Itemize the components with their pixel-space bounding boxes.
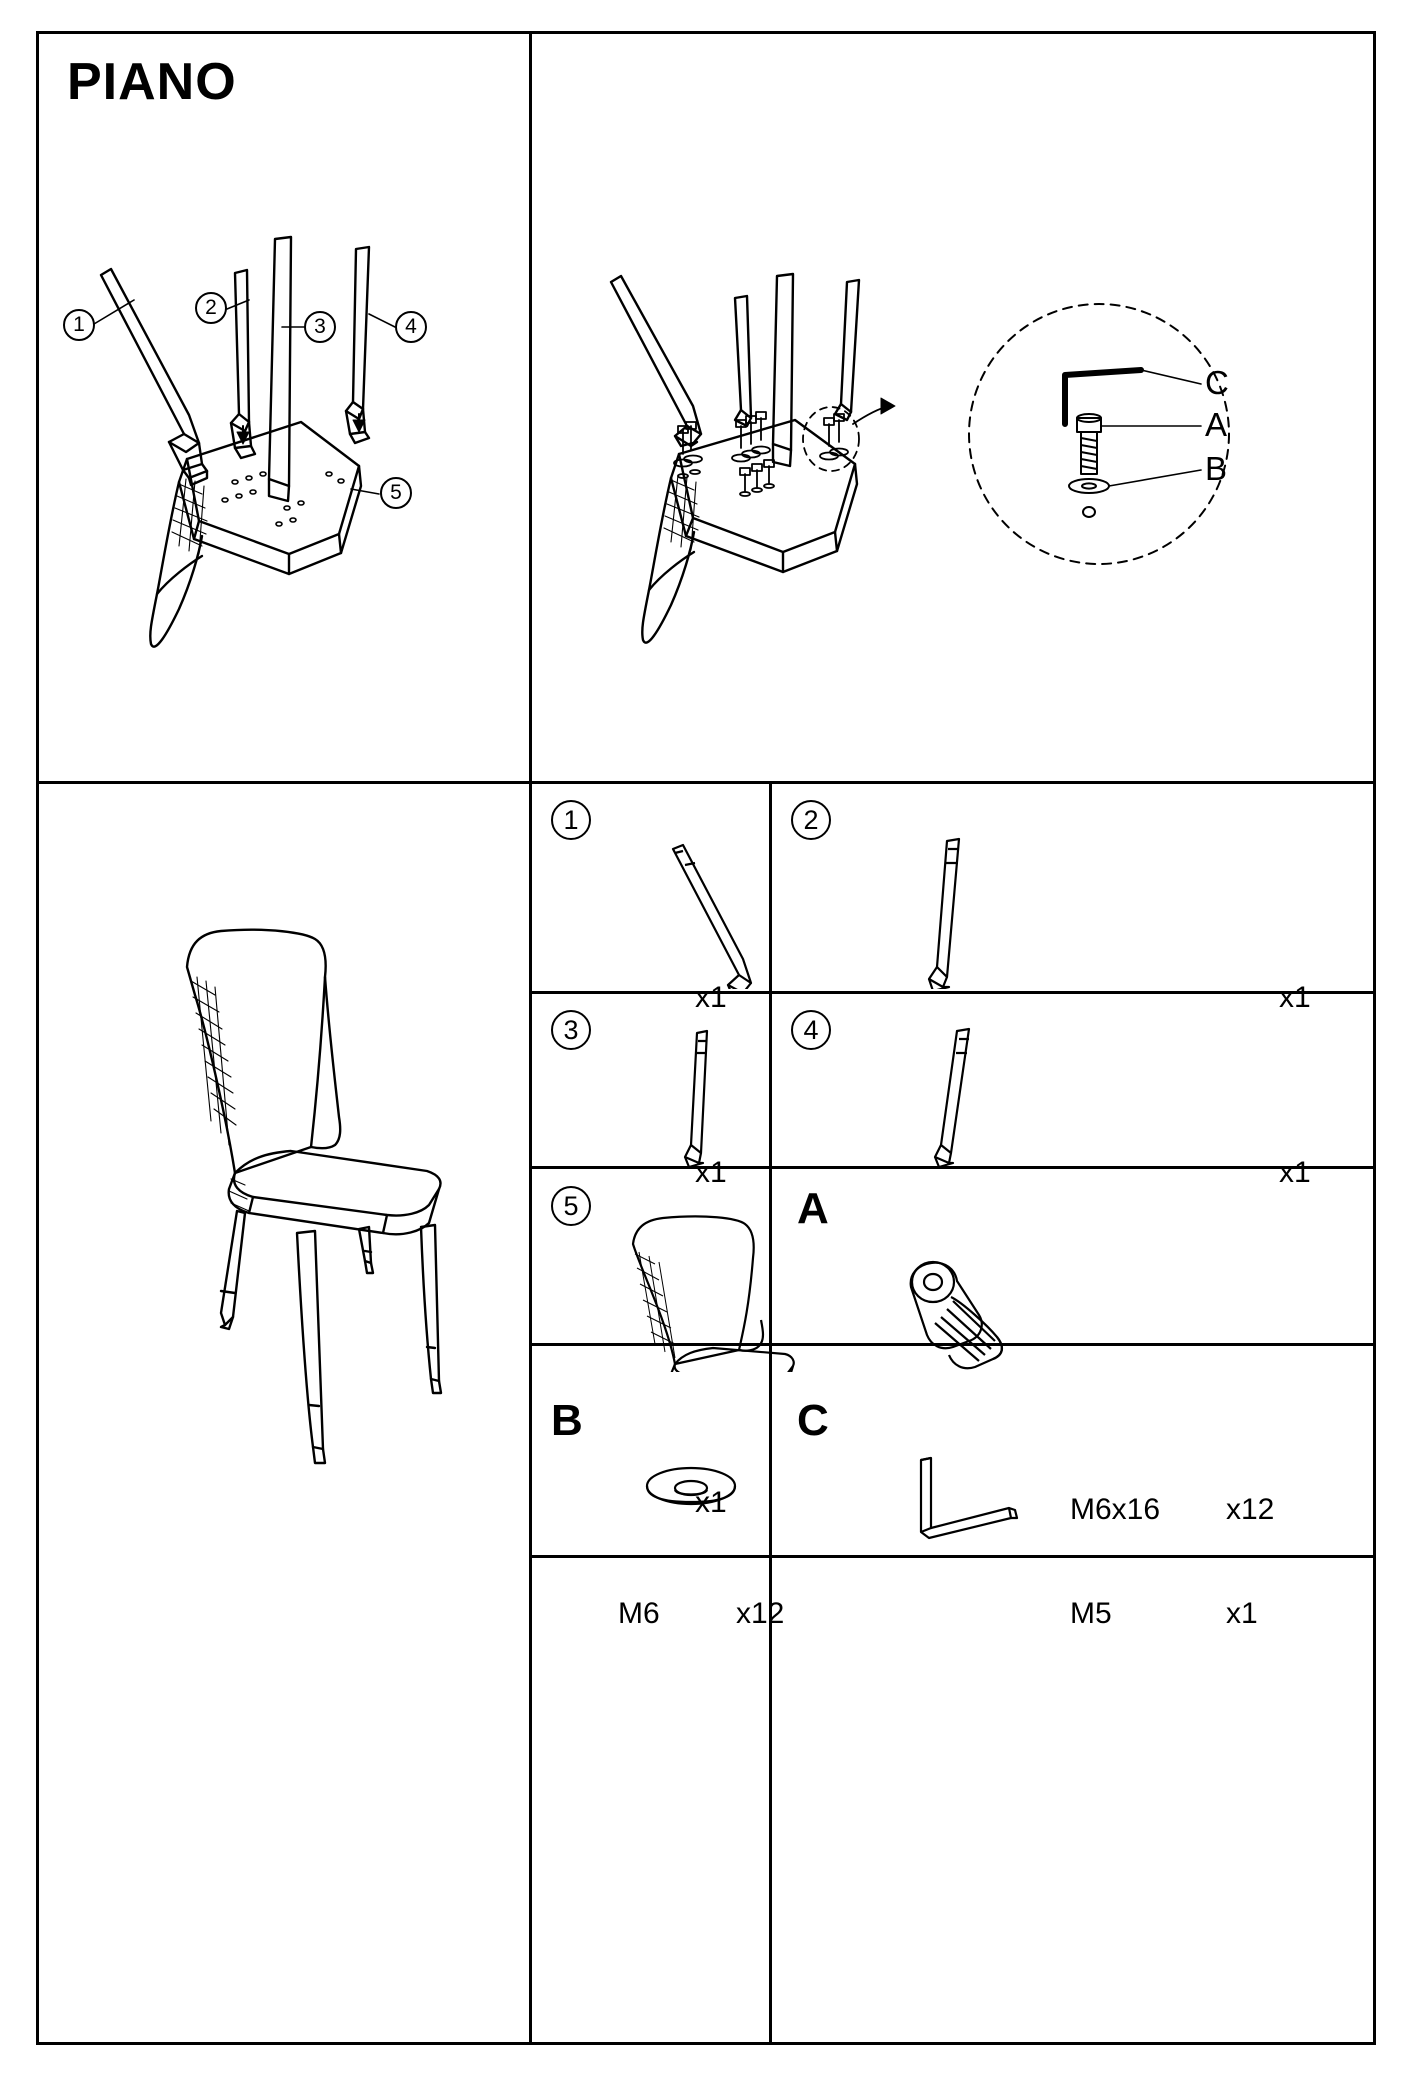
callout-part-5: 5 [380,477,412,509]
part-qty-2: x1 [1279,981,1311,1014]
part-name-B: M6 [618,1597,660,1630]
part-qty-C: x1 [1226,1597,1258,1630]
callout-part-1: 1 [63,309,95,341]
part-name-C: M5 [1070,1597,1112,1630]
part-drawing-1 [579,809,789,989]
part-ref-4: 4 [791,1010,831,1050]
part-drawing-5 [579,1192,809,1372]
part-drawing-A-bolt [829,1249,1059,1389]
part-name-A: M6x16 [1070,1493,1161,1526]
part-ref-2: 2 [791,800,831,840]
part-drawing-C-allen-key [829,1434,1049,1554]
hardware-callout-C: C [1205,364,1229,401]
divider-parts-row-4 [529,1555,1373,1558]
page-title: PIANO [67,53,237,111]
part-qty-3: x1 [695,1156,727,1189]
divider-vertical-bottom [529,781,532,2045]
divider-parts-row-1 [529,991,1373,994]
part-drawing-4 [829,1019,1039,1169]
part-ref-B: B [551,1396,584,1445]
diagram-step-1 [39,34,529,781]
part-qty-5: x1 [695,1486,727,1519]
page-frame [36,31,1376,2045]
part-drawing-2 [829,809,1039,989]
part-ref-1: 1 [551,800,591,840]
part-qty-1: x1 [695,981,727,1014]
part-drawing-3 [579,1019,789,1169]
part-qty-B: x12 [736,1597,785,1630]
diagram-step-2 [529,34,1373,781]
hardware-callout-A: A [1205,406,1228,443]
part-ref-3: 3 [551,1010,591,1050]
hardware-callout-B: B [1205,450,1228,487]
part-drawing-B-washer [579,1444,799,1554]
part-ref-C: C [797,1396,830,1445]
callout-part-2: 2 [195,292,227,324]
part-ref-5: 5 [551,1186,591,1226]
callout-part-4: 4 [395,311,427,343]
callout-part-3: 3 [304,311,336,343]
diagram-finished-chair [39,781,529,2045]
part-ref-A: A [797,1184,830,1233]
part-qty-A: x12 [1226,1493,1275,1526]
part-qty-4: x1 [1279,1156,1311,1189]
